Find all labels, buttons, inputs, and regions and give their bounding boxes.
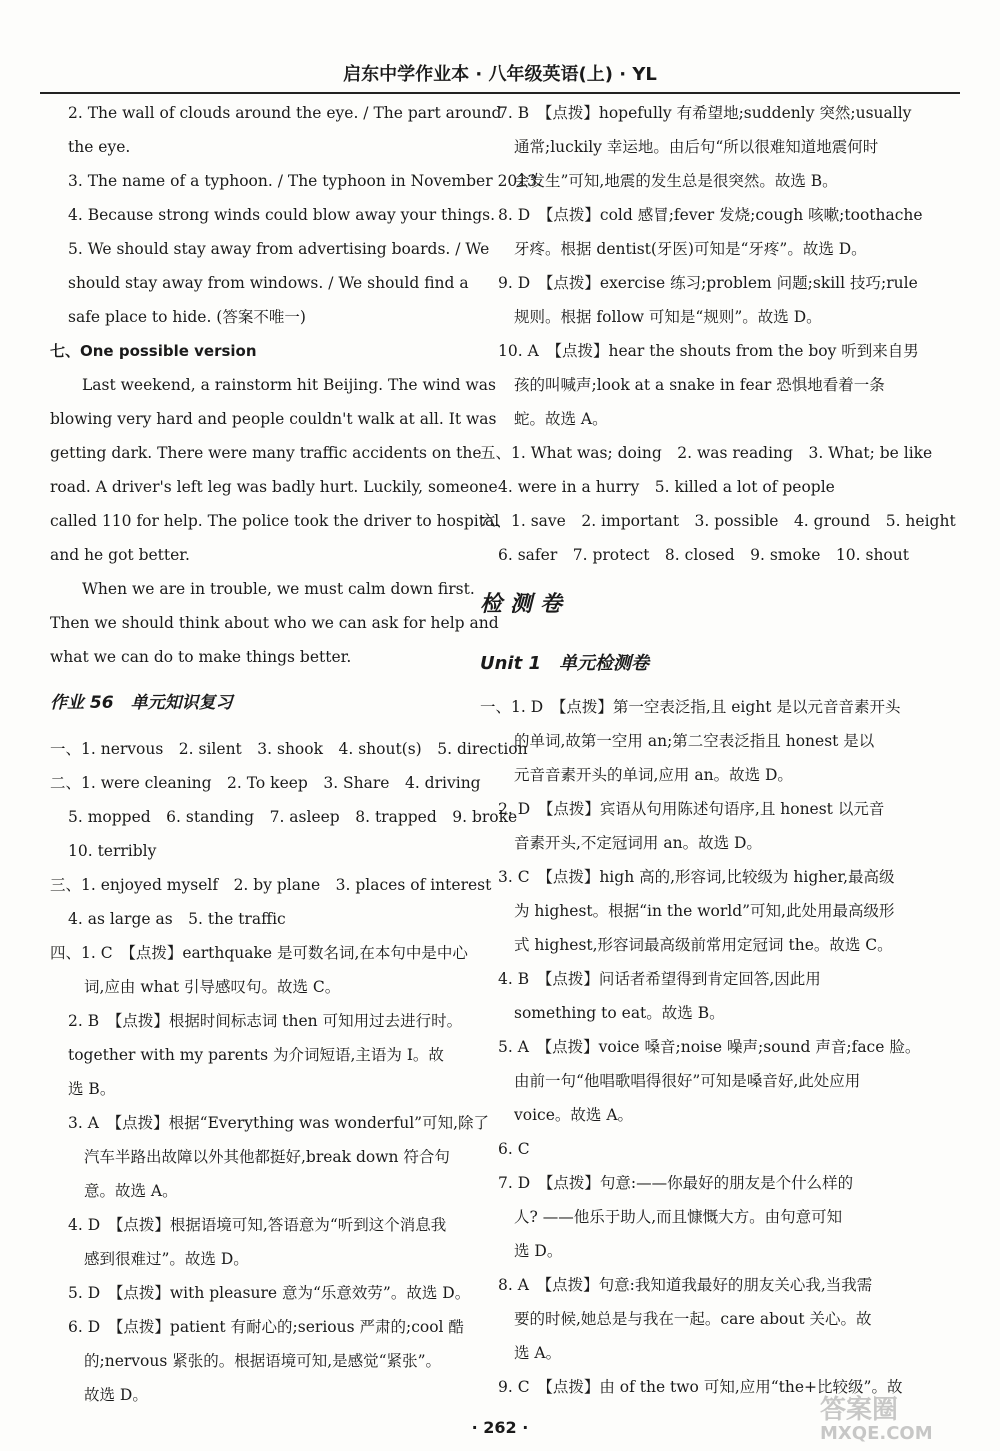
text-line: 的;nervous 紧张的。根据语境可知,是感觉“紧张”。 bbox=[84, 1352, 442, 1370]
text-line: 会发生”可知,地震的发生总是很突然。故选 B。 bbox=[514, 172, 838, 190]
text-line: 选 B。 bbox=[68, 1080, 116, 1098]
text-line: 为 highest。根据“in the world”可知,此处用最高级形 bbox=[514, 902, 895, 920]
text-line: 词,应由 what 引导感叹句。故选 C。 bbox=[84, 978, 341, 996]
text-line: and he got better. bbox=[50, 546, 190, 564]
text-line: safe place to hide. (答案不唯一) bbox=[68, 308, 306, 326]
text-line: 由前一句“他唱歌唱得很好”可知是嗓音好,此处应用 bbox=[514, 1072, 861, 1090]
text-line: Then we should think about who we can ask for help and bbox=[50, 614, 499, 632]
text-line: 三、1. enjoyed myself 2. by plane 3. places of interest bbox=[50, 876, 492, 894]
text-line: 音素开头,不定冠词用 an。故选 D。 bbox=[514, 834, 762, 852]
watermark-logo bbox=[820, 1396, 990, 1448]
unit-title: Unit 1 单元检测卷 bbox=[480, 653, 649, 674]
text-line: 4. were in a hurry 5. killed a lot of people bbox=[498, 478, 835, 496]
text-line: 2. The wall of clouds around the eye. / The part around bbox=[68, 104, 502, 122]
text-line: together with my parents 为介词短语,主语为 I。故 bbox=[68, 1046, 444, 1064]
text-line: 3. The name of a typhoon. / The typhoon in November 2013. bbox=[68, 172, 542, 190]
text-line: 人? ——他乐于助人,而且慷慨大方。由句意可知 bbox=[514, 1208, 843, 1226]
text-line: 6. D 【点拨】patient 有耐心的;serious 严肃的;cool 酷 bbox=[68, 1318, 464, 1336]
part-title: 检测卷 bbox=[480, 592, 571, 617]
text-line: 3. C 【点拨】high 高的,形容词,比较级为 higher,最高级 bbox=[498, 868, 895, 886]
text-line: the eye. bbox=[68, 138, 131, 156]
text-line: 10. A 【点拨】hear the shouts from the boy 听到来自男 bbox=[498, 342, 919, 360]
text-line: Last weekend, a rainstorm hit Beijing. The wind was bbox=[82, 376, 496, 394]
text-line: 通常;luckily 幸运地。由后句“所以很难知道地震何时 bbox=[514, 138, 879, 156]
text-line: voice。故选 A。 bbox=[514, 1106, 634, 1124]
text-line: what we can do to make things better. bbox=[50, 648, 352, 666]
text-line: 5. We should stay away from advertising boards. / We bbox=[68, 240, 490, 258]
text-line: When we are in trouble, we must calm down first. bbox=[82, 580, 475, 598]
text-line: 5. D 【点拨】with pleasure 意为“乐意效劳”。故选 D。 bbox=[68, 1284, 471, 1302]
text-line: 牙疼。根据 dentist(牙医)可知是“牙疼”。故选 D。 bbox=[514, 240, 867, 258]
text-line: 4. B 【点拨】问话者希望得到肯定回答,因此用 bbox=[498, 970, 821, 988]
text-line: 8. D 【点拨】cold 感冒;fever 发烧;cough 咳嗽;toothache bbox=[498, 206, 923, 224]
text-line: 10. terribly bbox=[68, 842, 157, 860]
text-line: 要的时候,她总是与我在一起。care about 关心。故 bbox=[514, 1310, 872, 1328]
text-line: 9. C 【点拨】由 of the two 可知,应用“the+比较级”。故 bbox=[498, 1378, 903, 1396]
text-line: 二、1. were cleaning 2. To keep 3. Share 4. driving bbox=[50, 774, 481, 792]
text-line: 蛇。故选 A。 bbox=[514, 410, 608, 428]
text-line: 2. D 【点拨】宾语从句用陈述句语序,且 honest 以元音 bbox=[498, 800, 885, 818]
text-line: 感到很难过”。故选 D。 bbox=[84, 1250, 249, 1268]
text-line: 选 A。 bbox=[514, 1344, 562, 1362]
text-line: 六、1. save 2. important 3. possible 4. ground 5. height bbox=[480, 512, 956, 530]
assignment-title: 作业 56 单元知识复习 bbox=[50, 693, 233, 713]
text-line: 故选 D。 bbox=[84, 1386, 148, 1404]
running-header: 启东中学作业本 · 八年级英语(上) · YL bbox=[40, 60, 960, 94]
text-line: 一、1. D 【点拨】第一空表泛指,且 eight 是以元音音素开头 bbox=[480, 698, 901, 716]
text-line: 五、1. What was; doing 2. was reading 3. What; be like bbox=[480, 444, 933, 462]
text-line: 6. safer 7. protect 8. closed 9. smoke 10. shout bbox=[498, 546, 909, 564]
text-line: 5. mopped 6. standing 7. asleep 8. trapped 9. broke bbox=[68, 808, 518, 826]
text-line: 7. D 【点拨】句意:——你最好的朋友是个什么样的 bbox=[498, 1174, 854, 1192]
text-line: 汽车半路出故障以外其他都挺好,break down 符合句 bbox=[84, 1148, 450, 1166]
text-line: road. A driver's left leg was badly hurt. Luckily, someone bbox=[50, 478, 498, 496]
text-line: 8. A 【点拨】句意:我知道我最好的朋友关心我,当我需 bbox=[498, 1276, 873, 1294]
text-line: 元音音素开头的单词,应用 an。故选 D。 bbox=[514, 766, 793, 784]
text-line: 选 D。 bbox=[514, 1242, 563, 1260]
text-line: 4. D 【点拨】根据语境可知,答语意为“听到这个消息我 bbox=[68, 1216, 447, 1234]
text-line: getting dark. There were many traffic accidents on the bbox=[50, 444, 482, 462]
text-line: 四、1. C 【点拨】earthquake 是可数名词,在本句中是中心 bbox=[50, 944, 468, 962]
section-heading: 七、One possible version bbox=[50, 342, 257, 360]
text-line: 7. B 【点拨】hopefully 有希望地;suddenly 突然;usually bbox=[498, 104, 912, 122]
text-line: 式 highest,形容词最高级前常用定冠词 the。故选 C。 bbox=[514, 936, 893, 954]
text-line: 3. A 【点拨】根据“Everything was wonderful”可知,除了 bbox=[68, 1114, 489, 1132]
text-line: 4. as large as 5. the traffic bbox=[68, 910, 286, 928]
text-line: 4. Because strong winds could blow away your things. bbox=[68, 206, 496, 224]
text-line: should stay away from windows. / We should find a bbox=[68, 274, 469, 292]
text-line: 5. A 【点拨】voice 嗓音;noise 噪声;sound 声音;face 脸。 bbox=[498, 1038, 921, 1056]
text-line: 一、1. nervous 2. silent 3. shook 4. shout(s) 5. direction bbox=[50, 740, 528, 758]
text-line: something to eat。故选 B。 bbox=[514, 1004, 725, 1022]
right-column bbox=[480, 96, 956, 1404]
watermark-text: 答案圈 bbox=[820, 1395, 899, 1425]
text-line: 孩的叫喊声;look at a snake in fear 恐惧地看着一条 bbox=[514, 376, 885, 394]
text-line: 9. D 【点拨】exercise 练习;problem 问题;skill 技巧;rule bbox=[498, 274, 918, 292]
watermark-url: MXQE.COM bbox=[820, 1423, 933, 1444]
text-line: 的单词,故第一空用 an;第二空表泛指且 honest 是以 bbox=[514, 732, 875, 750]
text-line: 2. B 【点拨】根据时间标志词 then 可知用过去进行时。 bbox=[68, 1012, 463, 1030]
text-line: 6. C bbox=[498, 1140, 530, 1158]
page-number: · 262 · bbox=[471, 1418, 529, 1437]
text-line: 意。故选 A。 bbox=[84, 1182, 178, 1200]
text-line: blowing very hard and people couldn't walk at all. It was bbox=[50, 410, 497, 428]
text-line: 规则。根据 follow 可知是“规则”。故选 D。 bbox=[514, 308, 822, 326]
text-line: called 110 for help. The police took the driver to hospital bbox=[50, 512, 500, 530]
